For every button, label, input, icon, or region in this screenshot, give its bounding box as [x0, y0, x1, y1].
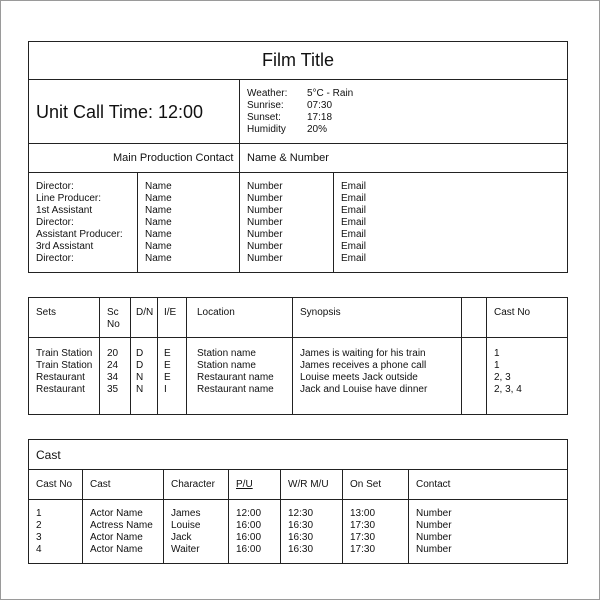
contact-email: Email: [341, 205, 367, 216]
divider: [82, 469, 83, 564]
divider: [28, 172, 568, 173]
contact-role: Director:: [36, 181, 74, 192]
cast-on-set: 17:30: [350, 520, 376, 531]
divider: [333, 172, 334, 273]
scene-ie-column: [164, 348, 171, 396]
contact-role: Director:: [36, 217, 74, 228]
divider: [130, 297, 131, 415]
divider: [28, 143, 568, 144]
weather-labels: [247, 88, 287, 136]
scene-cast-no: 1: [494, 348, 500, 359]
cast-character-column: [171, 508, 200, 556]
contact-name: Name: [145, 181, 172, 192]
contact-number: Number: [247, 253, 283, 264]
scene-location: Station name: [197, 360, 256, 371]
contact-email: Email: [341, 253, 367, 264]
scene-dn: D: [136, 360, 144, 371]
contact-role: Director:: [36, 253, 74, 264]
header-sc-no: No: [107, 319, 120, 330]
header-sc: Sc: [107, 307, 119, 318]
contact-email: Email: [341, 193, 367, 204]
scene-number: 20: [107, 348, 119, 359]
divider: [239, 79, 240, 273]
scene-set: Restaurant: [36, 384, 85, 395]
scene-cast-no: 2, 3: [494, 372, 511, 383]
cast-pu: 16:00: [236, 544, 262, 555]
contact-emails: [341, 181, 366, 265]
cast-header-cast: Cast: [90, 479, 111, 490]
scene-ie: E: [164, 360, 171, 371]
contact-email: Email: [341, 181, 367, 192]
scene-synopsis: Jack and Louise have dinner: [300, 384, 428, 395]
cast-title: Cast: [36, 448, 61, 462]
scene-sets-column: [36, 348, 92, 396]
contact-number: Number: [247, 241, 283, 252]
header-dn: D/N: [136, 307, 154, 318]
divider: [280, 469, 281, 564]
weather-value: 20%: [307, 124, 328, 135]
scene-set: Restaurant: [36, 372, 85, 383]
scene-number: 34: [107, 372, 119, 383]
cast-pu-column: [236, 508, 261, 556]
cast-actor: Actor Name: [90, 532, 143, 543]
cast-character: Louise: [171, 520, 201, 531]
contact-name: Name: [145, 193, 172, 204]
scene-synopsis-column: [300, 348, 427, 396]
contact-email: Email: [341, 241, 367, 252]
scene-location: Restaurant name: [197, 372, 274, 383]
cast-actor: Actress Name: [90, 520, 153, 531]
cast-wr-column: [288, 508, 313, 556]
header-location: Location: [197, 307, 235, 318]
scene-ie: E: [164, 348, 171, 359]
contact-role: 3rd Assistant: [36, 241, 94, 252]
cast-pu: 16:00: [236, 520, 262, 531]
contact-email: Email: [341, 229, 367, 240]
scene-set: Train Station: [36, 360, 93, 371]
weather-label: Sunrise:: [247, 100, 284, 111]
scene-number: 35: [107, 384, 119, 395]
divider: [163, 469, 164, 564]
cast-contact: Number: [416, 532, 452, 543]
unit-call-time: Unit Call Time: 12:00: [36, 102, 204, 122]
divider: [342, 469, 343, 564]
cast-contact: Number: [416, 508, 452, 519]
weather-value: 5°C - Rain: [307, 88, 354, 99]
cast-wr: 12:30: [288, 508, 314, 519]
scene-cast-column: [494, 348, 522, 396]
divider: [99, 297, 100, 415]
divider: [137, 172, 138, 273]
film-title: Film Title: [262, 50, 334, 70]
contact-number: Number: [247, 193, 283, 204]
cast-header-pu: P/U: [236, 479, 253, 490]
cast-pu: 16:00: [236, 532, 262, 543]
contact-name: Name: [145, 253, 172, 264]
scene-dn: N: [136, 384, 144, 395]
cast-character: Jack: [171, 532, 192, 543]
cast-header-contact: Contact: [416, 479, 451, 490]
cast-contact: Number: [416, 544, 452, 555]
contact-name: Name: [145, 217, 172, 228]
divider: [486, 297, 487, 415]
scene-dn-column: [136, 348, 143, 396]
scene-dn: N: [136, 372, 144, 383]
divider: [292, 297, 293, 415]
weather-value: 17:18: [307, 112, 333, 123]
cast-no-column: [36, 508, 42, 556]
contact-role: Line Producer:: [36, 193, 102, 204]
contact-number: Number: [247, 229, 283, 240]
cast-wr: 16:30: [288, 544, 314, 555]
scene-synopsis: James receives a phone call: [300, 360, 427, 371]
weather-values: [307, 88, 353, 136]
divider: [157, 297, 158, 415]
scene-location: Restaurant name: [197, 384, 274, 395]
cast-contact: Number: [416, 520, 452, 531]
contact-name: Name: [145, 229, 172, 240]
cast-no: 4: [36, 544, 42, 555]
scene-ie: I: [164, 384, 167, 395]
cast-no: 3: [36, 532, 42, 543]
contact-email: Email: [341, 217, 367, 228]
contact-number: Number: [247, 181, 283, 192]
divider: [408, 469, 409, 564]
scene-set: Train Station: [36, 348, 93, 359]
divider: [28, 337, 568, 338]
contact-number: Number: [247, 205, 283, 216]
scene-synopsis: James is waiting for his train: [300, 348, 426, 359]
header-ie: I/E: [164, 307, 177, 318]
scene-dn: D: [136, 348, 144, 359]
contact-names: [145, 181, 172, 265]
divider: [28, 499, 568, 500]
contact-name: Name: [145, 205, 172, 216]
scene-number: 24: [107, 360, 119, 371]
scene-location-column: [197, 348, 274, 396]
contact-heading: Main Production Contact: [113, 152, 234, 164]
weather-label: Humidity: [247, 124, 286, 135]
weather-label: Sunset:: [247, 112, 281, 123]
contact-role: Assistant Producer:: [36, 229, 123, 240]
cast-contact-column: [416, 508, 452, 556]
weather-value: 07:30: [307, 100, 333, 111]
contact-name: Name: [145, 241, 172, 252]
divider: [186, 297, 187, 415]
cast-on-set: 17:30: [350, 532, 376, 543]
scene-number-column: [107, 348, 118, 396]
scene-cast-no: 2, 3, 4: [494, 384, 522, 395]
header-synopsis: Synopsis: [300, 307, 341, 318]
cast-character: James: [171, 508, 201, 519]
cast-wr: 16:30: [288, 520, 314, 531]
cast-no: 1: [36, 508, 42, 519]
divider: [461, 297, 462, 415]
header-sets: Sets: [36, 307, 57, 318]
cast-wr: 16:30: [288, 532, 314, 543]
divider: [228, 469, 229, 564]
header-cast-no: Cast No: [494, 307, 531, 318]
cast-actor: Actor Name: [90, 508, 143, 519]
contact-subheading: Name & Number: [247, 152, 329, 164]
contact-role: 1st Assistant: [36, 205, 93, 216]
cast-actor: Actor Name: [90, 544, 143, 555]
contact-roles: [36, 181, 123, 265]
cast-on-set: 17:30: [350, 544, 376, 555]
cast-pu: 12:00: [236, 508, 262, 519]
divider: [28, 79, 568, 80]
cast-character: Waiter: [171, 544, 200, 555]
cast-on-set-column: [350, 508, 375, 556]
cast-no: 2: [36, 520, 42, 531]
contact-numbers: [247, 181, 283, 265]
scene-synopsis: Louise meets Jack outside: [300, 372, 418, 383]
scene-location: Station name: [197, 348, 256, 359]
cast-on-set: 13:00: [350, 508, 376, 519]
cast-actor-column: [90, 508, 153, 556]
scene-ie: E: [164, 372, 171, 383]
divider: [28, 469, 568, 470]
cast-header-no: Cast No: [36, 479, 73, 490]
scene-cast-no: 1: [494, 360, 500, 371]
contact-number: Number: [247, 217, 283, 228]
cast-header-character: Character: [171, 479, 215, 490]
cast-header-on-set: On Set: [350, 479, 382, 490]
weather-label: Weather:: [247, 88, 288, 99]
cast-header-wr: W/R M/U: [288, 479, 329, 490]
